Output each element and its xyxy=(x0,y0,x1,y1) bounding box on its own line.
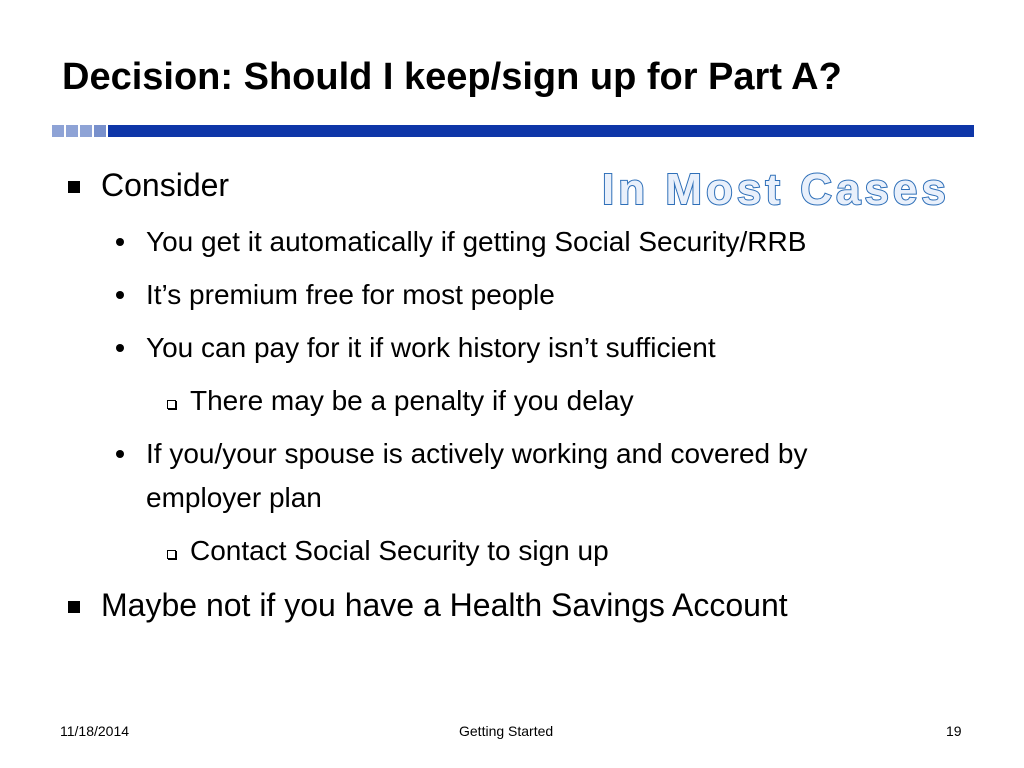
title-rule-block xyxy=(94,125,106,137)
square-bullet-icon xyxy=(68,601,80,613)
bullet-actively-working: If you/your spouse is actively working and covered by xyxy=(146,438,808,469)
bullet-consider: Consider xyxy=(101,167,230,203)
box-bullet-icon xyxy=(167,400,176,409)
box-bullet-icon xyxy=(167,550,176,559)
bullet-penalty: There may be a penalty if you delay xyxy=(190,385,634,416)
dot-bullet-icon xyxy=(116,450,124,458)
bullet-actively-working-cont: employer plan xyxy=(146,482,322,513)
square-bullet-icon xyxy=(68,181,80,193)
title-rule-block xyxy=(66,125,78,137)
bullet-automatic: You get it automatically if getting Social Security/RRB xyxy=(146,226,807,257)
title-rule-block xyxy=(80,125,92,137)
footer-date: 11/18/2014 xyxy=(60,723,130,739)
title-rule-bar xyxy=(108,125,974,137)
dot-bullet-icon xyxy=(116,291,124,299)
dot-bullet-icon xyxy=(116,238,124,246)
footer-title: Getting Started xyxy=(459,723,554,739)
title-rule-block xyxy=(52,125,64,137)
dot-bullet-icon xyxy=(116,344,124,352)
slide-title: Decision: Should I keep/sign up for Part A? xyxy=(62,56,842,98)
bullet-hsa: Maybe not if you have a Health Savings Account xyxy=(101,587,788,623)
footer-page-number: 19 xyxy=(946,723,962,739)
callout-in-most-cases: In Most Cases xyxy=(602,165,950,214)
bullet-premium-free: It’s premium free for most people xyxy=(146,279,555,310)
bullet-contact-ss: Contact Social Security to sign up xyxy=(190,535,609,566)
bullet-pay-for-it: You can pay for it if work history isn’t sufficient xyxy=(146,332,716,363)
title-rule xyxy=(52,125,974,137)
